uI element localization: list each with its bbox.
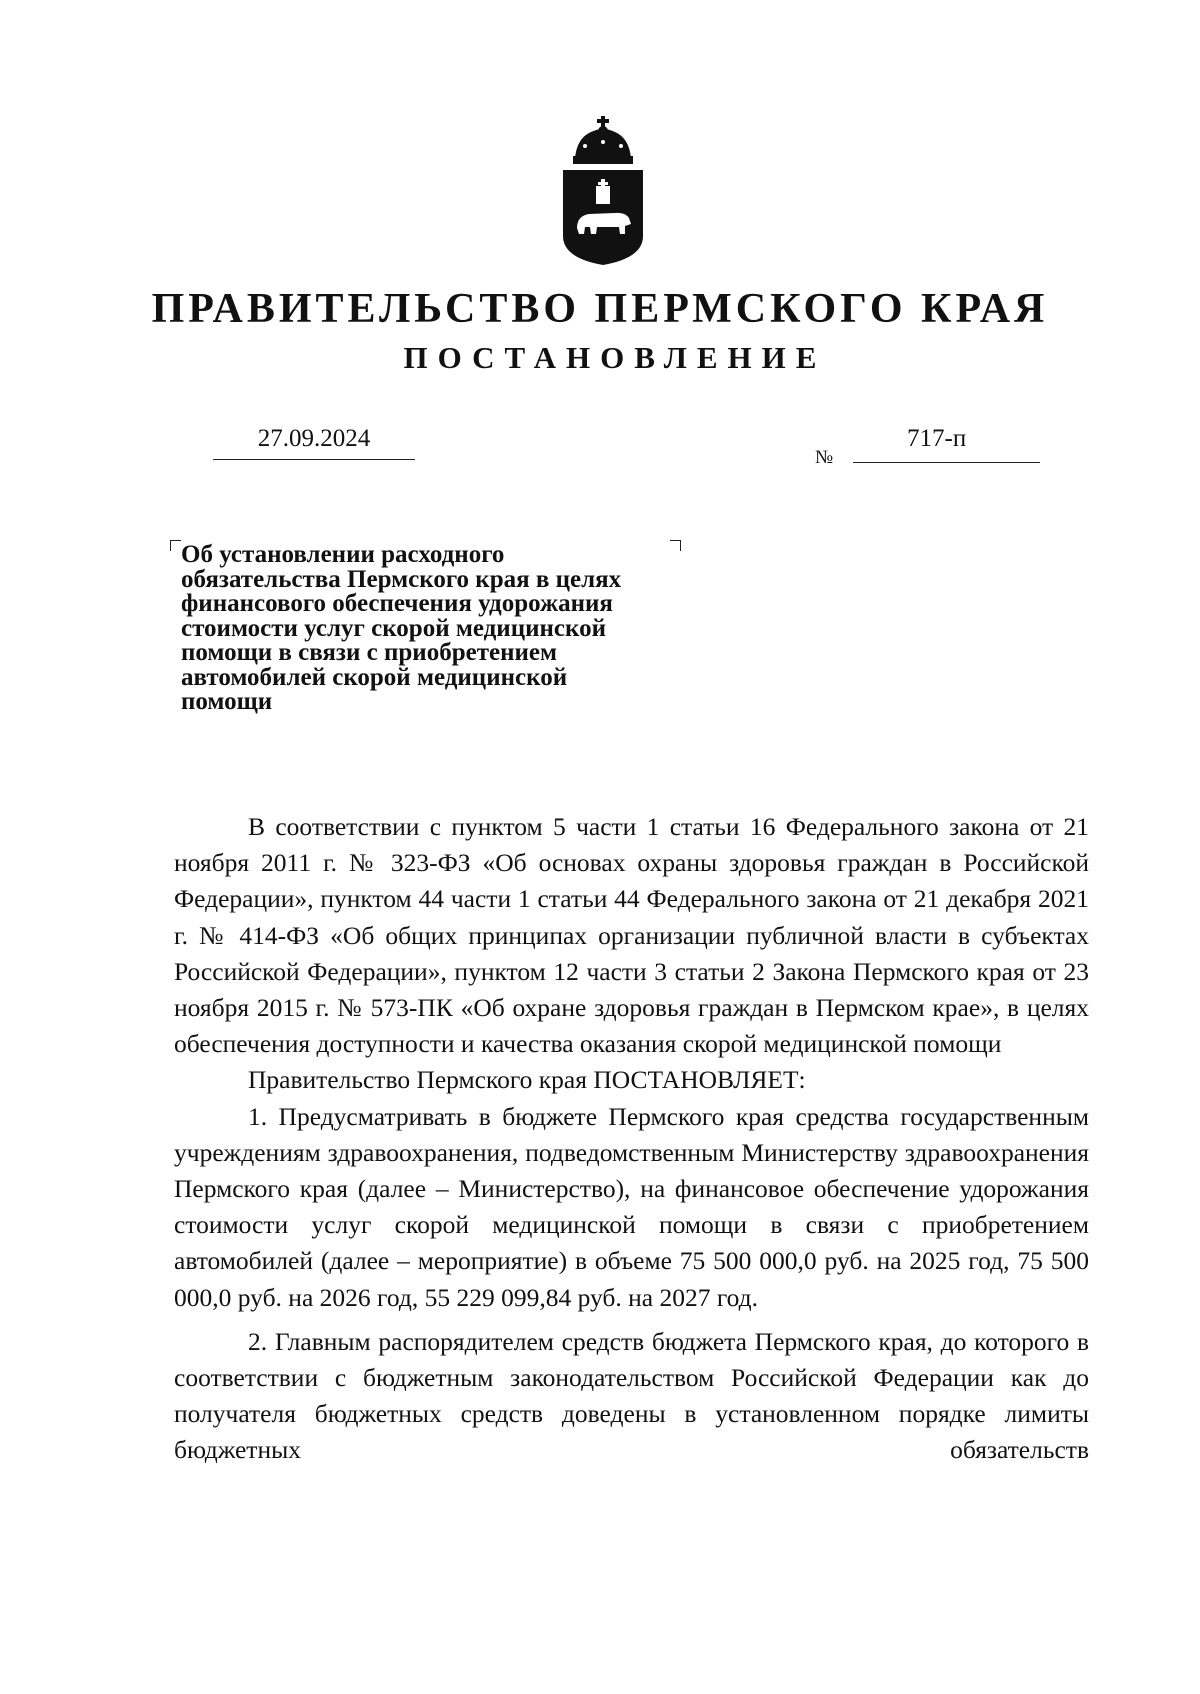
coat-of-arms-icon — [561, 116, 645, 266]
subject-line: помощи в связи с приобретением — [181, 639, 558, 666]
document-type-title: ПОСТАНОВЛЕНИЕ — [403, 340, 827, 375]
subject-bracket-left — [170, 540, 181, 551]
document-number: 717-п — [907, 425, 967, 452]
clause-2: 2. Главным распорядителем средств бюджета Пермского края, до которого в соответствии с бюджетным законодательством Российской Федерации как до получателя бюджетных средств доведены в установленном порядке лимиты бюджетных обязательств — [174, 1326, 1089, 1465]
document-subject — [181, 543, 701, 715]
subject-line: Об установлении расходного — [181, 541, 505, 568]
document-date: 27.09.2024 — [257, 425, 371, 452]
document-date-field — [213, 422, 415, 460]
subject-line: помощи — [181, 688, 273, 715]
document-body — [174, 809, 1089, 1469]
number-sign: № — [815, 447, 834, 468]
number-underline — [853, 462, 1040, 463]
resolution-statement: Правительство Пермского края ПОСТАНОВЛЯЕТ: — [248, 1065, 806, 1095]
subject-line: обязательства Пермского края в целях — [181, 565, 622, 593]
organization-title: ПРАВИТЕЛЬСТВО ПЕРМСКОГО КРАЯ — [151, 286, 1049, 332]
preamble-paragraph: В соответствии с пунктом 5 части 1 статьи 16 Федерального закона от 21 ноября 2011 г. № 323-ФЗ «Об основах охраны здоровья граждан в Российской Федерации», пунктом 44 части 1 статьи 44 Федерального закона от 21 декабря 2021 г. № 414-ФЗ «Об общих принципах организации публичной власти в субъектах Российской Федерации», пунктом 12 части 3 статьи 2 Закона Пермского края от 23 ноября 2015 г. № 573-ПК «Об охране здоровья граждан в Пермском крае», в целях обеспечения доступности и качества оказания скорой медицинской помощи — [174, 812, 1089, 1059]
subject-line: финансового обеспечения удорожания — [181, 590, 613, 617]
date-underline — [213, 459, 415, 460]
subject-line: автомобилей скорой медицинской — [181, 663, 568, 691]
clause-1: 1. Предусматривать в бюджете Пермского края средства государственным учреждениям здравоохранения, подведомственным Министерству здравоохранения Пермского края (далее – Министерство), на финансовое обеспечение удорожания стоимости услуг скорой медицинской помощи в связи с приобретением автомобилей (далее – мероприятие) в объеме 75 500 000,0 руб. на 2025 год, 75 500 000,0 руб. на 2026 год, 55 229 099,84 руб. на 2027 год. — [174, 1101, 1089, 1312]
subject-line: стоимости услуг скорой медицинской — [181, 614, 606, 642]
